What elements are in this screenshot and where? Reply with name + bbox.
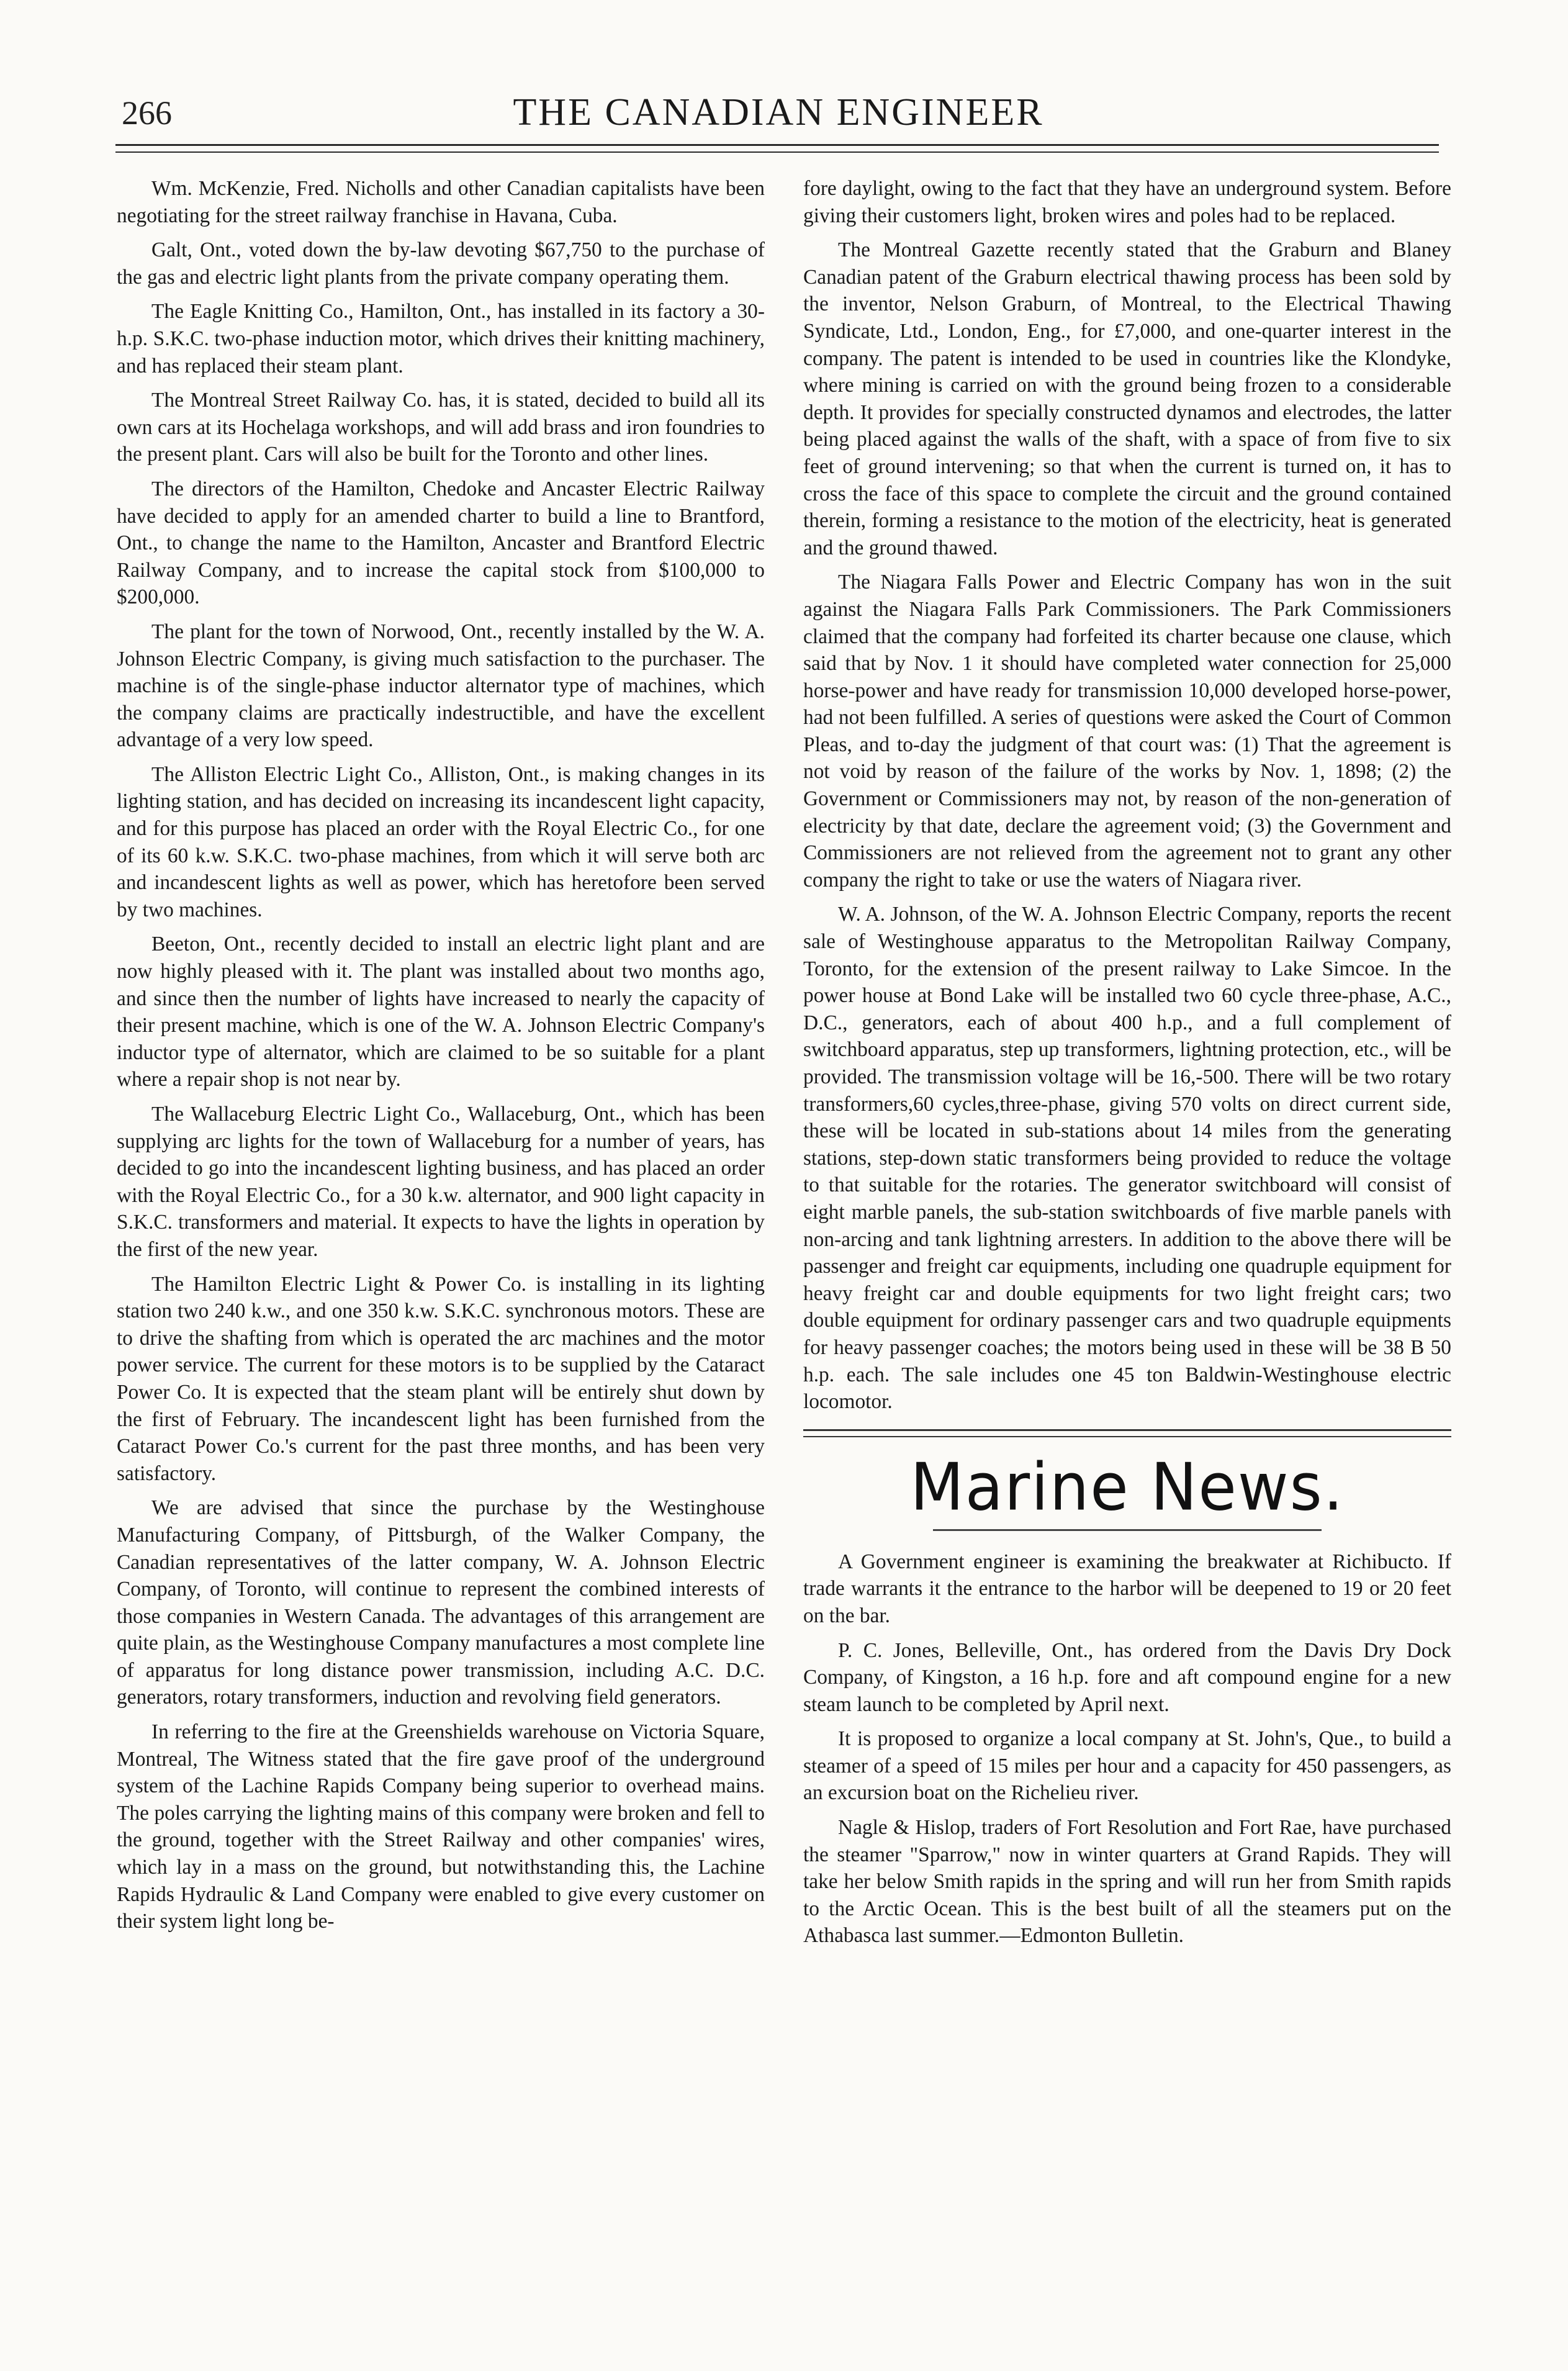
news-item: Galt, Ont., voted down the by-law devoting $67,750 to the purchase of the gas and electric light plants from the private company operating them.: [117, 238, 765, 289]
news-item: Wm. McKenzie, Fred. Nicholls and other Canadian capitalists have been negotiating for the street railway franchise in Havana, Cuba.: [117, 177, 765, 227]
news-item: The Wallaceburg Electric Light Co., Wallaceburg, Ont., which has been supplying arc lights for the town of Wallaceburg for a number of years, has decided to go into the incandescent lighting business, and has placed an order with the Royal Electric Co., for a 30 k.w. alternator, and 900 light capacity in S.K.C. transformers and material. It expects to have the lights in operation by the first of the new year.: [117, 1103, 765, 1261]
marine-news-item: Nagle & Hislop, traders of Fort Resolution and Fort Rae, have purchased the steamer "Sparrow," now in winter quarters at Grand Rapids. They will take her below Smith rapids in the spring and will run her from Smith rapids to the Arctic Ocean. This is the best built of all the steamers put on the Athabasca last summer.—Edmonton Bulletin.: [803, 1816, 1451, 1948]
section-divider: [803, 1429, 1451, 1431]
marine-news-item: It is proposed to organize a local company at St. John's, Que., to build a steamer of a speed of 15 miles per hour and a capacity for 450 passengers, as an excursion boat on the Richelieu river.: [803, 1727, 1451, 1805]
page-header: [122, 92, 1435, 135]
news-item: The directors of the Hamilton, Chedoke and Ancaster Electric Railway have decided to apply for an amended charter to build a line to Brantford, Ont., to change the name to the Hamilton, Ancaster and Brantford Electric Railway Company, and to increase the capital stock from $100,000 to $200,000.: [117, 477, 765, 609]
news-item: The Niagara Falls Power and Electric Company has won in the suit against the Niagara Falls Park Commissioners. The Park Commissioners claimed that the company had forfeited its charter because one clause, which said that by Nov. 1 it should have completed water connection for 25,000 horse-power and have ready for transmission 10,000 developed horse-power, had not been fulfilled. A series of questions were asked the Court of Common Pleas, and to-day the judgment of that court was: (1) That the agreement is not void by reason of the failure of the works by Nov. 1, 1898; (2) the Government or Commissioners may not, by reason of the non-generation of electricity by that date, declare the agreement void; (3) the Government and Commissioners are not relieved from the agreement not to grant any other company the right to take or use the waters of Niagara river.: [803, 571, 1451, 892]
right-column: [803, 175, 1451, 1957]
news-item: The Montreal Gazette recently stated that the Graburn and Blaney Canadian patent of the Graburn electrical thawing process has been sold by the inventor, Nelson Graburn, of Montreal, to the Electrical Thawing Syndicate, Ltd., London, Eng., for £7,000, and one-quarter interest in the company. The patent is intended to be used in countries like the Klondyke, where mining is carried on with the ground being frozen to a considerable depth. It provides for specially constructed dynamos and electrodes, the latter being placed against the walls of the shaft, with a space of from five to six feet of ground intervening; so that when the current is turned on, it has to cross the face of this space to complete the circuit and the ground contained therein, forming a resistance to the motion of the electricity, heat is generated and the ground thawed.: [803, 238, 1451, 559]
news-item: Beeton, Ont., recently decided to install an electric light plant and are now highly pleased with it. The plant was installed about two months ago, and since then the number of lights have increased to nearly the capacity of their present machine, which is one of the W. A. Johnson Electric Company's inductor type of alternator, which are claimed to be so suitable for a plant where a repair shop is not near by.: [117, 933, 765, 1091]
news-item: We are advised that since the purchase by the Westinghouse Manufacturing Company, of Pittsburgh, of the Walker Company, the Canadian representatives of the latter company, W. A. Johnson Electric Company, of Toronto, will continue to represent the combined interests of those companies in Western Canada. The advantages of this arrangement are quite plain, as the Westinghouse Company manufactures a most complete line of apparatus for long distance power transmission, including A.C. D.C. generators, rotary transformers, induction and revolving field generators.: [117, 1496, 765, 1709]
marine-news-heading: Marine News.: [910, 1448, 1345, 1525]
news-item: The Montreal Street Railway Co. has, it is stated, decided to build all its own cars at its Hochelaga workshops, and will add brass and iron foundries to the present plant. Cars will also be built for the Toronto and other lines.: [117, 389, 765, 466]
news-item: The Hamilton Electric Light & Power Co. is installing in its lighting station two 240 k.w., and one 350 k.w. S.K.C. synchronous motors. These are to drive the shafting from which is operated the arc machines and the motor power service. The current for these motors is to be supplied by the Cataract Power Co. It is expected that the steam plant will be entirely shut down by the first of February. The incandescent light has been furnished from the Cataract Power Co.'s current for the past three months, and has been very satisfactory.: [117, 1272, 765, 1485]
news-item-continued: fore daylight, owing to the fact that they have an underground system. Before giving their customers light, broken wires and poles had to be replaced.: [803, 177, 1451, 227]
left-column: [117, 175, 765, 1943]
news-item: The plant for the town of Norwood, Ont., recently installed by the W. A. Johnson Electric Company, is giving much satisfaction to the purchaser. The machine is of the single-phase inductor alternator type of machines, which the company claims are practically indestructible, and have the excellent advantage of a very low speed.: [117, 620, 765, 752]
header-rule-secondary: [115, 151, 1439, 153]
news-item: In referring to the fire at the Greenshields warehouse on Victoria Square, Montreal, The Witness stated that the fire gave proof of the underground system of the Lachine Rapids Company being superior to overhead mains. The poles carrying the lighting mains of this company were broken and fell to the ground, together with the Street Railway and other companies' wires, which lay in a mass on the ground, but notwithstanding this, the Lachine Rapids Hydraulic & Land Company were enabled to give every customer on their system light long be-: [117, 1720, 765, 1933]
section-divider-thin: [803, 1436, 1451, 1437]
page-number: 266: [122, 94, 172, 132]
marine-news-item: P. C. Jones, Belleville, Ont., has ordered from the Davis Dry Dock Company, of Kingston, a 16 h.p. fore and aft compound engine for a new steam launch to be completed by April next.: [803, 1638, 1451, 1716]
journal-title: THE CANADIAN ENGINEER: [513, 91, 1044, 133]
marine-news-item: A Government engineer is examining the breakwater at Richibucto. If trade warrants it the entrance to the harbor will be deepened to 19 or 20 feet on the bar.: [803, 1550, 1451, 1627]
header-rule: [115, 144, 1439, 146]
news-item: W. A. Johnson, of the W. A. Johnson Electric Company, reports the recent sale of Westinghouse apparatus to the Metropolitan Railway Company, Toronto, for the extension of the present railway to Lake Simcoe. In the power house at Bond Lake will be installed two 60 cycle three-phase, A.C., D.C., generators, each of about 400 h.p., and a full complement of switchboard apparatus, step up transformers, lightning protection, etc., will be provided. The transmission voltage will be 16,-500. There will be two rotary transformers,60 cycles,three-phase, giving 570 volts on direct current side, these will be located in sub-stations about 14 miles from the generating stations, step-down static transformers being provided to reduce the voltage to that suitable for the rotaries. The generator switchboard will consist of eight marble panels, the sub-station switchboards of five marble panels with non-arcing and tank lightning arresters. In addition to the above there will be passenger and freight car equipments, including one quadruple equipment for heavy freight car and double equipments for two light freight cars; two double equipment for ordinary passenger cars and two quadruple equipments for heavy passenger coaches; the motors being used in these will be 38 B 50 h.p. each. The sale includes one 45 ton Baldwin-Westinghouse electric locomotor.: [803, 903, 1451, 1414]
news-item: The Eagle Knitting Co., Hamilton, Ont., has installed in its factory a 30-h.p. S.K.C. two-phase induction motor, which drives their knitting machinery, and has replaced their steam plant.: [117, 300, 765, 377]
news-item: The Alliston Electric Light Co., Alliston, Ont., is making changes in its lighting station, and has decided on increasing its incandescent light capacity, and for this purpose has placed an order with the Royal Electric Co., for one of its 60 k.w. S.K.C. two-phase machines, from which it will serve both arc and incandescent lights as well as power, which has heretofore been served by two machines.: [117, 762, 765, 921]
